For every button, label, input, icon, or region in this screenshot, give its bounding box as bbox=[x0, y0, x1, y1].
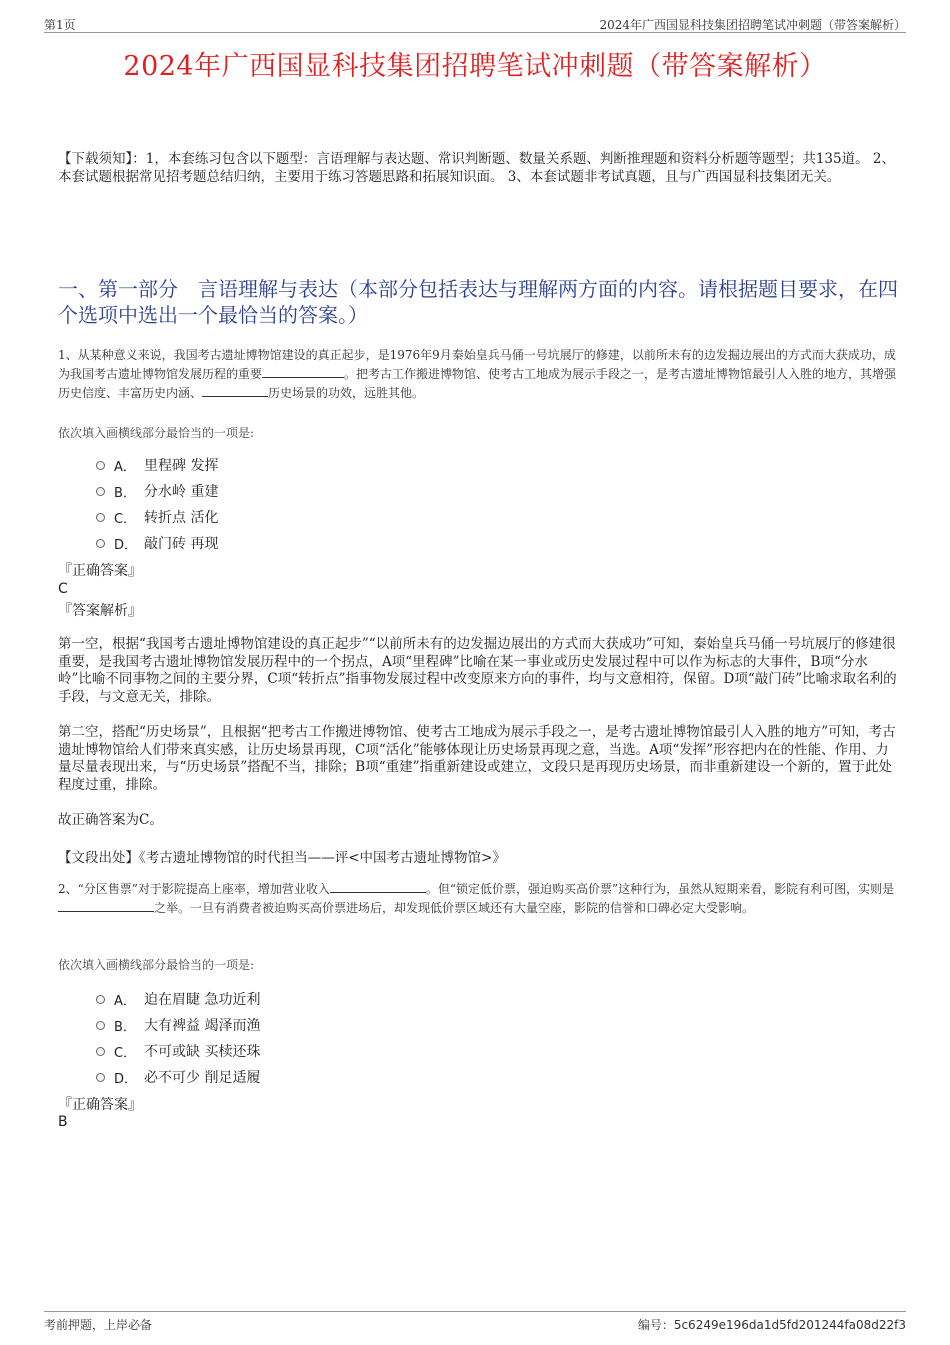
option-c[interactable]: C． 不可或缺 买椟还珠 bbox=[96, 1038, 260, 1064]
radio-icon[interactable] bbox=[96, 461, 105, 470]
analysis-paragraph-2: 第二空，搭配“历史场景”，且根据“把考古工作搬进博物馆、使考古工地成为展示手段之一，是考古遗址博物馆最引人入胜的地方”可知，考古遗址博物馆给人们带来真实感，让历史场景再现，C项“活化”能够体现让历史场景再现之意，当选。A项“发挥”形容把内在的性能、作用、力量尽量表现出来，与“历史场景”搭配不当，排除；B项“重建”指重新建设或建立，文段只是再现历史场景，而非重新建设一个新的，置于此处程度过重，排除。 bbox=[58, 724, 896, 793]
blank-1 bbox=[330, 880, 426, 893]
question-1-text: 1、从某种意义来说，我国考古遗址博物馆建设的真正起步，是1976年9月秦始皇兵马俑一号坑展厅的修建，以前所未有的边发掘边展出的方式而大获成功，成为我国考古遗址博物馆发展历程的重要 。把考古工作搬进博物馆、使考古工地成为展示手段之一，是考古遗址博物馆最引人入胜的地方，其增强历史信度、丰富历史内涵、 历史场景的功效，远胜其他。 bbox=[58, 348, 897, 400]
radio-icon[interactable] bbox=[96, 1021, 105, 1030]
option-text: 敲门砖 再现 bbox=[144, 536, 219, 552]
option-a[interactable]: A． 里程碑 发挥 bbox=[96, 452, 218, 478]
header-doc-name: 2024年广西国显科技集团招聘笔试冲刺题（带答案解析） bbox=[599, 18, 906, 32]
radio-icon[interactable] bbox=[96, 539, 105, 548]
analysis-paragraph-1: 第一空，根据“我国考古遗址博物馆建设的真正起步”“以前所未有的边发掘边展出的方式而大获成功”可知，秦始皇兵马俑一号坑展厅的修建很重要，是我国考古遗址博物馆发展历程中的一个拐点，A项“里程碑”比喻在某一事业或历史发展过程中可以作为标志的大事件，B项“分水岭”比喻不同事物之间的主要分界，C项“转折点”指事物发展过程中改变原来方向的事件，均与文意相符，保留。D项“敲门砖”比喻求取名利的手段，与文意无关，排除。 bbox=[58, 636, 897, 705]
correct-answer-value: C bbox=[58, 581, 68, 597]
option-text: 大有裨益 竭泽而渔 bbox=[144, 1018, 261, 1034]
analysis-conclusion: 故正确答案为C。 bbox=[58, 812, 163, 828]
page-number: 第1页 bbox=[44, 18, 76, 32]
question-2-options bbox=[96, 986, 260, 1090]
option-b[interactable]: B． 分水岭 重建 bbox=[96, 478, 218, 504]
correct-answer-value: B bbox=[58, 1114, 68, 1130]
option-text: 迫在眉睫 急功近利 bbox=[144, 992, 261, 1008]
download-notice: 【下载须知】：1，本套练习包含以下题型：言语理解与表达题、常识判断题、数量关系题、判断推理题和资料分析题等题型；共135道。 2、本套试题根据常见招考题总结归纳，主要用于练习答题思路和拓展知识面。 3、本套试题非考试真题，且与广西国显科技集团无关。 bbox=[58, 151, 895, 185]
correct-answer-label: 『正确答案』 bbox=[58, 563, 142, 579]
analysis-label: 『答案解析』 bbox=[58, 603, 142, 619]
radio-icon[interactable] bbox=[96, 1047, 105, 1056]
radio-icon[interactable] bbox=[96, 513, 105, 522]
page-footer bbox=[44, 1311, 906, 1332]
question-2-prompt: 依次填入画横线部分最恰当的一项是: bbox=[58, 958, 255, 972]
footer-code: 编号：5c6249e196da1d5fd201244fa08d22f3 bbox=[637, 1318, 906, 1332]
correct-answer-label: 『正确答案』 bbox=[58, 1097, 142, 1113]
blank-1 bbox=[262, 365, 344, 378]
blank-2 bbox=[202, 384, 268, 397]
passage-source: 【文段出处】《考古遗址博物馆的时代担当——评<中国考古遗址博物馆>》 bbox=[58, 850, 506, 866]
option-a[interactable]: A． 迫在眉睫 急功近利 bbox=[96, 986, 260, 1012]
option-text: 分水岭 重建 bbox=[144, 484, 219, 500]
option-text: 必不可少 削足适履 bbox=[144, 1070, 261, 1086]
footer-slogan: 考前押题，上岸必备 bbox=[44, 1318, 153, 1332]
radio-icon[interactable] bbox=[96, 995, 105, 1004]
radio-icon[interactable] bbox=[96, 1073, 105, 1082]
question-1-prompt: 依次填入画横线部分最恰当的一项是: bbox=[58, 426, 255, 440]
option-text: 转折点 活化 bbox=[144, 510, 219, 526]
option-d[interactable]: D． 敲门砖 再现 bbox=[96, 530, 218, 556]
section-heading: 一、第一部分 言语理解与表达（本部分包括表达与理解两方面的内容。请根据题目要求，在四个选项中选出一个最恰当的答案。） bbox=[58, 277, 898, 327]
document-title: 2024年广西国显科技集团招聘笔试冲刺题（带答案解析） bbox=[123, 51, 827, 82]
option-c[interactable]: C． 转折点 活化 bbox=[96, 504, 218, 530]
option-b[interactable]: B． 大有裨益 竭泽而渔 bbox=[96, 1012, 260, 1038]
question-1-options bbox=[96, 452, 218, 556]
blank-2 bbox=[58, 899, 154, 912]
page-header bbox=[44, 14, 906, 33]
option-d[interactable]: D． 必不可少 削足适履 bbox=[96, 1064, 260, 1090]
question-2-text: 2、“分区售票”对于影院提高上座率，增加营业收入 。但“锁定低价票，强迫购买高价票”这种行为，虽然从短期来看，影院有利可图，实则是之举。一旦有消费者被迫购买高价票进场后，却发现低价票区域还有大量空座，影院的信誉和口碑必定大受影响。 bbox=[58, 882, 895, 915]
radio-icon[interactable] bbox=[96, 487, 105, 496]
option-text: 不可或缺 买椟还珠 bbox=[144, 1044, 261, 1060]
option-text: 里程碑 发挥 bbox=[144, 458, 219, 474]
